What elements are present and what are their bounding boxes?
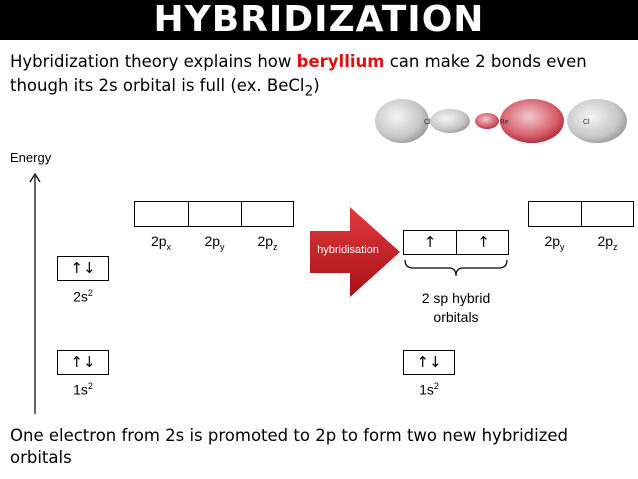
becl2-molecule-image bbox=[372, 95, 634, 145]
left-1s-orbital bbox=[57, 350, 109, 375]
sp-hybrid-orbitals bbox=[403, 230, 509, 255]
sp-label-line2: orbitals bbox=[433, 309, 479, 325]
left-2py-label: $2p_y$ bbox=[204, 233, 225, 252]
hybridisation-label: hybridisation bbox=[317, 244, 379, 256]
intro-part2: can make 2 bonds even though its 2s orbital is full (ex. BeCl bbox=[10, 52, 587, 95]
cl-left-lobe bbox=[375, 99, 429, 143]
atom-label-cl-left: Cl bbox=[424, 119, 431, 126]
left-2s-orbital bbox=[57, 256, 109, 281]
left-2py-box bbox=[189, 202, 242, 226]
left-2px-box bbox=[135, 202, 189, 226]
cl-right-lobe bbox=[567, 99, 627, 143]
sp-orbital-2: ↑ bbox=[477, 233, 490, 251]
intro-sub: 2 bbox=[304, 83, 314, 100]
page-title: HYBRIDIZATION bbox=[153, 0, 485, 40]
energy-axis-label: Energy bbox=[10, 150, 52, 165]
right-2pz-label: $2p_z$ bbox=[597, 233, 618, 252]
cl-left-lobe-small bbox=[430, 109, 470, 133]
left-2pz-box bbox=[242, 202, 295, 226]
be-left-lobe bbox=[475, 113, 499, 129]
right-2py-label: $2p_y$ bbox=[544, 233, 565, 252]
left-2px-label: $2p_x$ bbox=[150, 233, 172, 252]
left-2s-label: $2s^2$ bbox=[73, 288, 93, 305]
right-1s-orbital bbox=[403, 350, 455, 375]
sp-brace bbox=[403, 258, 509, 280]
right-2py-box bbox=[529, 202, 582, 226]
atom-label-cl-right: Cl bbox=[583, 119, 590, 126]
sp-orbital-1: ↑ bbox=[404, 231, 457, 254]
atom-label-be: Be bbox=[500, 119, 509, 126]
left-2pz-label: $2p_z$ bbox=[257, 233, 278, 252]
right-1s-label: $1s^2$ bbox=[419, 381, 439, 398]
be-right-lobe bbox=[500, 99, 564, 143]
right-2p-orbitals bbox=[528, 201, 634, 227]
sp-label-line1: 2 sp hybrid bbox=[421, 290, 491, 306]
footer-text: One electron from 2s is promoted to 2p to form two new hybridized orbitals bbox=[10, 426, 569, 467]
left-1s-label: $1s^2$ bbox=[73, 381, 93, 398]
left-2p-orbitals bbox=[134, 201, 294, 227]
right-1s-electrons: ↑↓ bbox=[416, 353, 442, 371]
left-2s-electrons: ↑↓ bbox=[70, 259, 96, 277]
left-1s-electrons: ↑↓ bbox=[70, 353, 96, 371]
right-2pz-box bbox=[582, 202, 635, 226]
intro-part1: Hybridization theory explains how bbox=[10, 52, 297, 71]
intro-highlight: beryllium bbox=[296, 52, 385, 71]
intro-part3: ) bbox=[313, 76, 320, 95]
energy-axis-arrow bbox=[28, 170, 42, 416]
